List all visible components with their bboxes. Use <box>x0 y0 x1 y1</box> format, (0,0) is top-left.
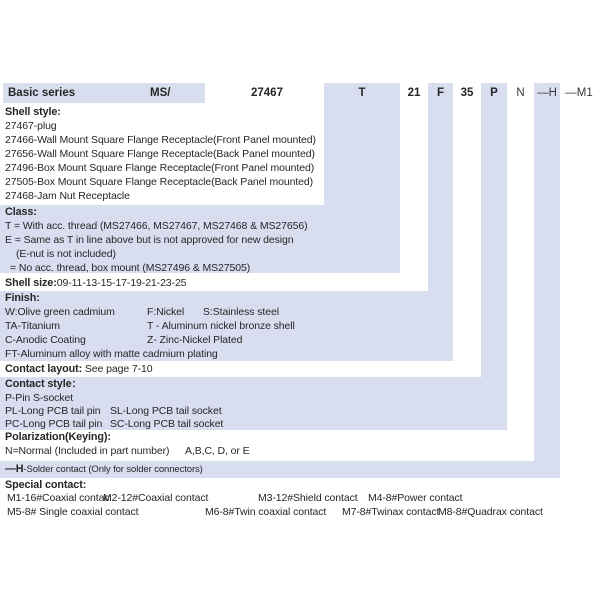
part-number-segment: 27467 <box>251 87 283 99</box>
finish-option-f: F:Nickel <box>147 306 185 318</box>
special-contact-m3: M3-12#Shield contact <box>258 492 358 504</box>
finish-option-ft: FT-Aluminum alloy with matte cadmium plating <box>5 348 218 360</box>
shell-style-item: 27466-Wall Mount Square Flange Receptacle(Front Panel mounted) <box>5 134 316 146</box>
special-contact-m4: M4-8#Power contact <box>368 492 463 504</box>
shell-style-title: Shell style: <box>5 106 61 118</box>
polarization-options: A,B,C, D, or E <box>185 445 250 457</box>
finish-option-z: Z- Zinc-Nickel Plated <box>147 334 243 346</box>
polarization-normal: N=Normal (Included in part number) <box>5 445 170 457</box>
special-contact-m1: M1-16#Coaxial contac <box>7 492 110 504</box>
special-contact-m6: M6-8#Twin coaxial contact <box>205 506 327 518</box>
code-segment-n: N <box>516 87 525 99</box>
code-segment-35: 35 <box>460 87 474 99</box>
class-title: Class: <box>5 206 37 218</box>
shell-style-item: 27496-Box Mount Square Flange Receptacle(Front Panel mounted) <box>5 162 315 174</box>
solder-desc: -Solder contact (Only for solder connectors) <box>23 464 203 475</box>
finish-option-s: S:Stainless steel <box>203 306 279 318</box>
contact-style-pc: PC-Long PCB tail pin <box>5 418 103 430</box>
contact-style-sc: SC-Long PCB tail socket <box>110 418 224 430</box>
shell-size-value: 09-11-13-15-17-19-21-23-25 <box>56 277 187 289</box>
code-segment-t: T <box>358 87 366 99</box>
finish-title: Finish: <box>5 292 40 304</box>
code-segment-f: F <box>436 87 445 99</box>
code-segment-p: P <box>490 87 498 99</box>
contact-style-title: Contact style： <box>5 378 83 390</box>
shell-style-item: 27505-Box Mount Square Flange Receptacle(Back Panel mounted) <box>5 176 314 188</box>
finish-option-ta: TA-Titanium <box>5 320 60 332</box>
special-contact-title: Special contact: <box>5 479 87 491</box>
solder-code: —H <box>5 463 24 475</box>
contact-style-p: P-Pin S-socket <box>5 392 74 404</box>
code-column-band-h <box>534 83 560 461</box>
special-contact-m2: M2-12#Coaxial contact <box>103 492 209 504</box>
code-column-band-p <box>481 83 507 377</box>
contact-layout-value: See page 7-10 <box>84 363 153 375</box>
code-segment-m1: —M1 <box>565 87 593 99</box>
shell-size-title: Shell size: <box>5 277 57 289</box>
class-option-e-note: (E-nut is not included) <box>16 248 116 260</box>
finish-option-t: T - Aluminum nickel bronze shell <box>147 320 295 332</box>
shell-size-line <box>5 277 186 290</box>
polarization-title: Polarization(Keying): <box>5 431 111 443</box>
contact-style-sl: SL-Long PCB tail socket <box>110 405 222 417</box>
class-option-blank: = No acc. thread, box mount (MS27496 & MS27505) <box>10 262 251 274</box>
special-contact-m5: M5-8# Single coaxial contact <box>7 506 139 518</box>
ms-prefix: MS/ <box>150 87 171 99</box>
shell-style-item: 27468-Jam Nut Receptacle <box>5 190 130 202</box>
shell-style-item: 27467-plug <box>5 120 57 132</box>
contact-style-pl: PL-Long PCB tail pin <box>5 405 101 417</box>
contact-layout-line <box>5 363 153 376</box>
code-segment-h: —H <box>537 87 557 99</box>
shell-style-item: 27656-Wall Mount Square Flange Receptacle(Back Panel mounted) <box>5 148 315 160</box>
basic-series-label: Basic series <box>8 87 76 99</box>
class-option-t: T = With acc. thread (MS27466, MS27467, MS27468 & MS27656) <box>5 220 308 232</box>
class-option-e: E = Same as T in line above but is not approved for new design <box>5 234 294 246</box>
code-column-band-f <box>428 83 453 291</box>
finish-option-c: C-Anodic Coating <box>5 334 86 346</box>
special-contact-m8: M8-8#Quadrax contact <box>438 506 543 518</box>
code-segment-21: 21 <box>407 87 421 99</box>
finish-option-w: W:Olive green cadmium <box>5 306 115 318</box>
special-contact-m7: M7-8#Twinax contact <box>342 506 440 518</box>
solder-contact-line <box>5 463 203 476</box>
contact-layout-title: Contact layout: <box>5 363 83 375</box>
